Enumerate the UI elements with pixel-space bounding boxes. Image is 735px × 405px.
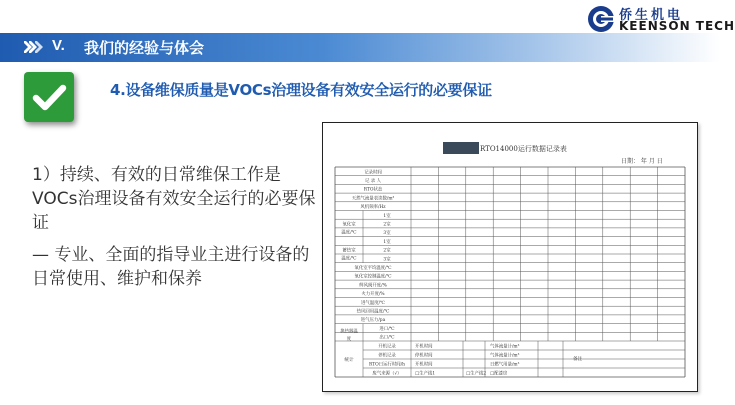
stats-cell: 开机时间 [415, 344, 433, 350]
logo-mark-icon [587, 5, 615, 33]
stats-cell: □生产线2 [466, 371, 487, 377]
section-number: V. [52, 37, 65, 54]
row-label: 记录时间 [364, 170, 382, 176]
section-title: 我们的经验与体会 [84, 39, 205, 57]
redacted-block [443, 142, 479, 154]
row-label: 进气压力/pa [360, 318, 386, 324]
row-label: 鲜风阀开度/% [359, 283, 387, 289]
row-label: 2室 [383, 222, 391, 228]
row-label: 进口/℃ [379, 326, 395, 332]
stats-cell: 废气来源（√） [372, 371, 402, 377]
row-label: 火力开度/% [361, 292, 385, 298]
stats-cell: □生产线1 [415, 371, 436, 377]
row-label: 热风回用温度/℃ [356, 309, 390, 315]
stats-label: 统计 [344, 358, 354, 363]
stats-cell: RTO日运行时间/h [368, 362, 406, 368]
stats-cell: 气体流量计/m³ [490, 353, 520, 359]
body-point-2: — 专业、全面的指导业主进行设备的日常使用、维护和保养 [32, 245, 310, 289]
checkmark-icon [24, 72, 74, 122]
logo-name-en: KEENSON TECH [619, 19, 735, 33]
row-label: 风机频率/Hz [360, 205, 386, 211]
row-label: 3室 [383, 257, 391, 263]
sheet-title: RTO14000运行数据记录表 [480, 145, 567, 153]
body-text [32, 163, 317, 299]
row-label: 进气温度/℃ [361, 300, 385, 306]
stats-cell: □配漆房 [490, 371, 508, 377]
group-label: 蓄热室 [342, 248, 356, 254]
row-label: RTO状态 [363, 187, 383, 193]
row-label: 1室 [383, 239, 391, 245]
stats-cell: 停机时间 [415, 353, 433, 359]
stats-cell: 停机记录 [378, 353, 396, 359]
row-label: 1室 [383, 213, 391, 219]
remark-label: 备注 [573, 357, 583, 362]
stats-cell: 开机记录 [378, 344, 396, 350]
stats-cell: 气体流量计/m³ [490, 344, 520, 350]
group-label: 氧化室 [342, 222, 356, 228]
body-point-1: 1）持续、有效的日常维保工作是VOCs治理设备有效安全运行的必要保证 [32, 165, 316, 233]
group-label: 度 [346, 337, 352, 342]
slide-subtitle: 4.设备维保质量是VOCs治理设备有效安全运行的必要保证 [110, 81, 492, 99]
record-sheet-table [323, 123, 697, 391]
row-label: 氧化室平均温度/℃ [354, 265, 392, 271]
row-label: 记 录 人 [365, 178, 381, 184]
company-logo [587, 4, 735, 34]
stats-cell: 开机时间 [415, 362, 433, 368]
group-label: 温度/℃ [341, 256, 357, 262]
record-sheet-image [322, 122, 698, 392]
row-label: 出口/℃ [379, 335, 395, 341]
row-label: 氧化室控制温度/℃ [354, 274, 392, 280]
group-label: 换热器温 [340, 329, 358, 335]
row-label: 天然气流量表读数/m³ [351, 196, 395, 202]
row-label: 2室 [383, 248, 391, 254]
sheet-date-label: 日期： 年 月 日 [621, 158, 663, 165]
sheet-rows [340, 168, 582, 376]
stats-cell: 日燃气用量/m³ [490, 362, 520, 368]
double-chevron-right-icon [24, 37, 48, 57]
check-tile [24, 72, 74, 122]
row-label: 3室 [383, 231, 391, 237]
logo-name-cn: 侨生机电 [619, 8, 684, 23]
group-label: 温度/℃ [341, 230, 357, 236]
